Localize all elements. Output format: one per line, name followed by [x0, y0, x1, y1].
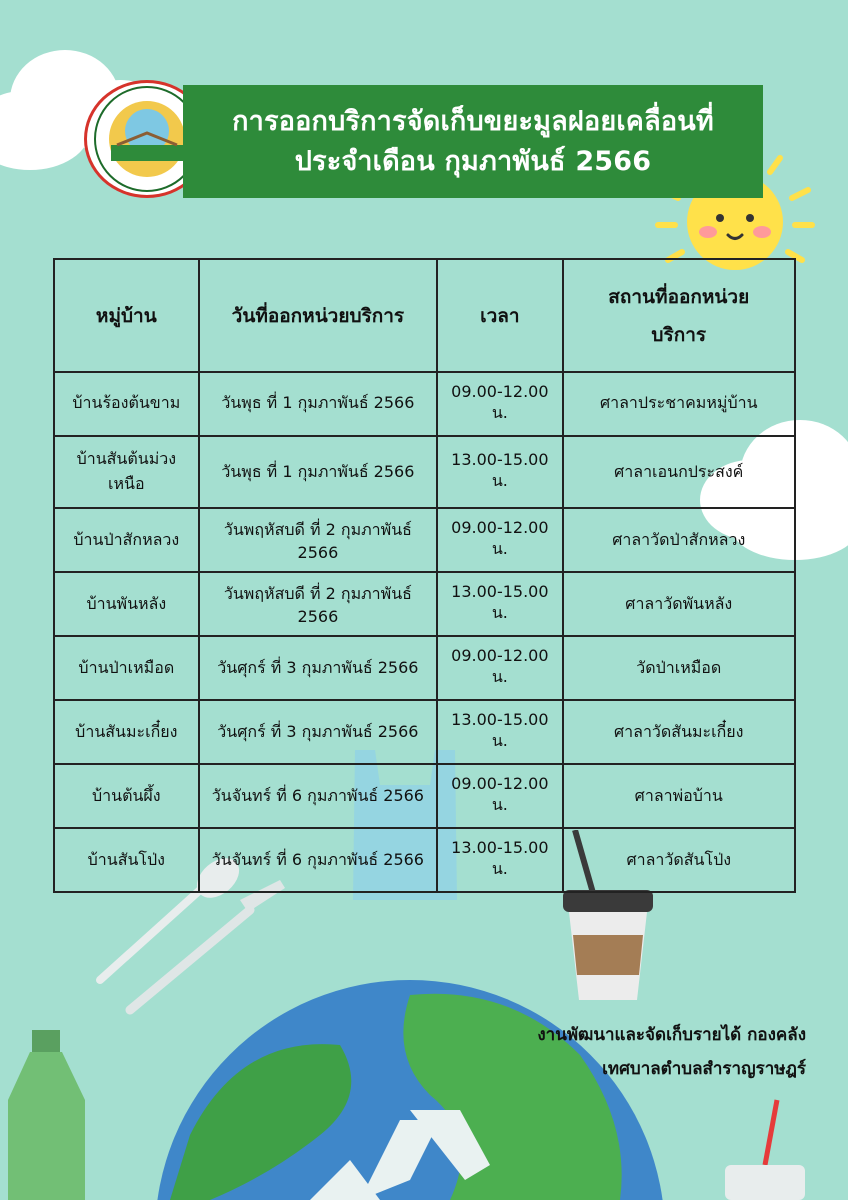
footer-municipality: เทศบาลตำบลสำราญราษฎร์ [602, 1059, 806, 1079]
bottle-icon [0, 1030, 95, 1200]
cell-date: วันพฤหัสบดี ที่ 2 กุมภาพันธ์ 2566 [199, 508, 438, 572]
cell-time: 09.00-12.00 น. [437, 764, 562, 828]
cell-place: ศาลาพ่อบ้าน [563, 764, 795, 828]
table-row [54, 828, 795, 892]
cell-time: 09.00-12.00 น. [437, 636, 562, 700]
cell-time: 13.00-15.00 น. [437, 572, 562, 636]
footer-department: งานพัฒนาและจัดเก็บรายได้ กองคลัง [537, 1025, 806, 1045]
cell-date: วันจันทร์ ที่ 6 กุมภาพันธ์ 2566 [199, 764, 438, 828]
cell-place: วัดป่าเหมือด [563, 636, 795, 700]
table-row [54, 572, 795, 636]
table-row [54, 508, 795, 572]
cell-village: บ้านร้องต้นขาม [54, 372, 199, 436]
table-row [54, 700, 795, 764]
page-subtitle: ประจำเดือน กุมภาพันธ์ 2566 [294, 145, 652, 177]
cell-place: ศาลาวัดสันโป่ง [563, 828, 795, 892]
cell-village: บ้านสันโป่ง [54, 828, 199, 892]
cell-village: บ้านสันต้นม่วงเหนือ [54, 436, 199, 508]
cell-date: วันพฤหัสบดี ที่ 2 กุมภาพันธ์ 2566 [199, 572, 438, 636]
column-header-date: วันที่ออกหน่วยบริการ [199, 259, 438, 372]
table-row [54, 764, 795, 828]
cell-village: บ้านพันหลัง [54, 572, 199, 636]
cell-time: 09.00-12.00 น. [437, 508, 562, 572]
cell-time: 09.00-12.00 น. [437, 372, 562, 436]
column-header-place: สถานที่ออกหน่วย บริการ [563, 259, 795, 372]
title-bar [183, 85, 763, 198]
table-row [54, 372, 795, 436]
recycle-icon [290, 1080, 520, 1200]
schedule-table [53, 258, 796, 893]
drink-cup-icon [705, 1095, 815, 1200]
cell-village: บ้านต้นผึ้ง [54, 764, 199, 828]
cell-place: ศาลาวัดพันหลัง [563, 572, 795, 636]
cell-time: 13.00-15.00 น. [437, 436, 562, 508]
column-header-village: หมู่บ้าน [54, 259, 199, 372]
cell-date: วันพุธ ที่ 1 กุมภาพันธ์ 2566 [199, 436, 438, 508]
cell-date: วันศุกร์ ที่ 3 กุมภาพันธ์ 2566 [199, 636, 438, 700]
cell-place: ศาลาวัดป่าสักหลวง [563, 508, 795, 572]
table-row [54, 636, 795, 700]
cell-place: ศาลาเอนกประสงค์ [563, 436, 795, 508]
cell-date: วันจันทร์ ที่ 6 กุมภาพันธ์ 2566 [199, 828, 438, 892]
cell-village: บ้านป่าสักหลวง [54, 508, 199, 572]
cell-time: 13.00-15.00 น. [437, 700, 562, 764]
table-header-row [54, 259, 795, 372]
cell-village: บ้านสันมะเกี๋ยง [54, 700, 199, 764]
page-title: การออกบริการจัดเก็บขยะมูลฝอยเคลื่อนที่ [232, 105, 714, 137]
cell-time: 13.00-15.00 น. [437, 828, 562, 892]
table-row [54, 436, 795, 508]
cell-place: ศาลาประชาคมหมู่บ้าน [563, 372, 795, 436]
cell-date: วันพุธ ที่ 1 กุมภาพันธ์ 2566 [199, 372, 438, 436]
cell-date: วันศุกร์ ที่ 3 กุมภาพันธ์ 2566 [199, 700, 438, 764]
cell-village: บ้านป่าเหมือด [54, 636, 199, 700]
footer-credit [537, 1018, 806, 1086]
cell-place: ศาลาวัดสันมะเกี๋ยง [563, 700, 795, 764]
column-header-time: เวลา [437, 259, 562, 372]
